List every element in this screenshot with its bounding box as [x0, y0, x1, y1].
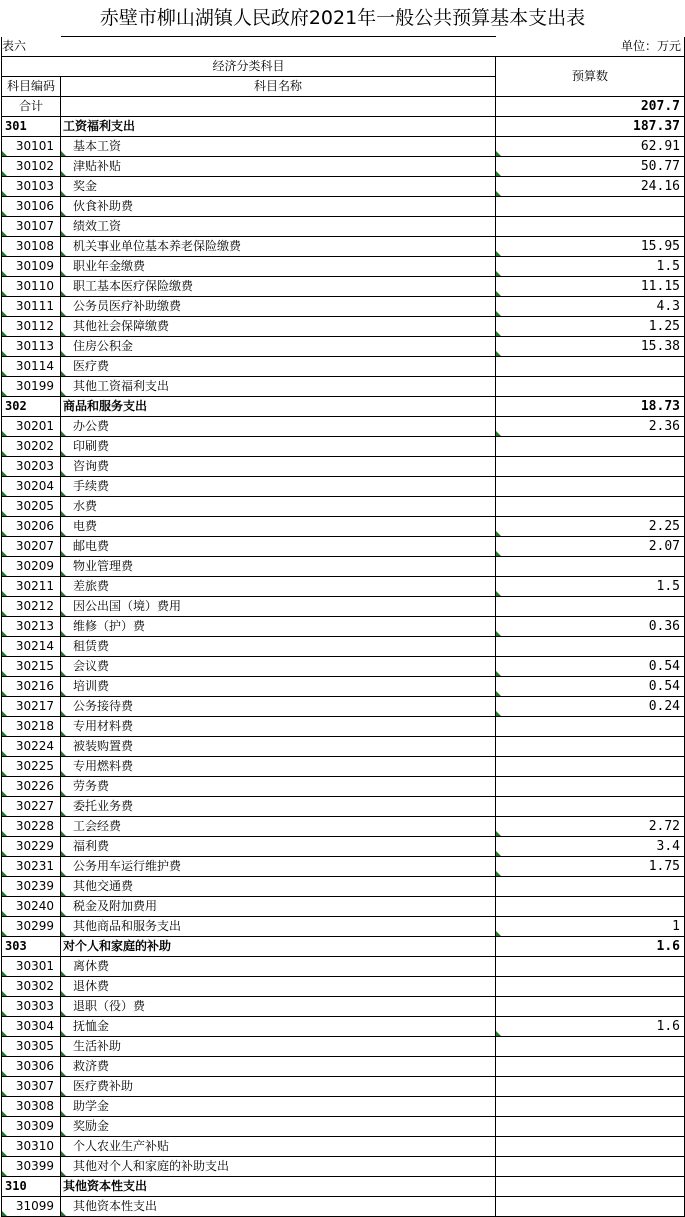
table-row	[2, 697, 685, 717]
table-row	[2, 677, 685, 697]
row-value	[496, 997, 685, 1017]
page-title: 赤壁市柳山湖镇人民政府2021年一般公共预算基本支出表	[99, 7, 586, 29]
row-name: 其他交通费	[61, 877, 496, 897]
row-name: 医疗费	[61, 357, 496, 377]
row-value: 15.95	[496, 237, 685, 257]
row-value	[496, 1097, 685, 1117]
row-code: 30215	[2, 657, 61, 677]
row-value: 0.36	[496, 617, 685, 637]
row-code: 30107	[2, 217, 61, 237]
row-name: 公务员医疗补助缴费	[61, 297, 496, 317]
row-value	[496, 597, 685, 617]
row-code: 310	[2, 1177, 61, 1197]
row-value: 2.25	[496, 517, 685, 537]
table-row	[2, 1057, 685, 1077]
table-row	[2, 217, 685, 237]
row-value	[496, 757, 685, 777]
row-name: 工资福利支出	[61, 117, 496, 137]
table-row	[2, 817, 685, 837]
table-row	[2, 357, 685, 377]
table-row	[2, 1117, 685, 1137]
table-row	[2, 337, 685, 357]
row-code: 302	[2, 397, 61, 417]
row-value	[496, 357, 685, 377]
row-name: 公务接待费	[61, 697, 496, 717]
row-value: 15.38	[496, 337, 685, 357]
row-value	[496, 797, 685, 817]
row-value	[496, 717, 685, 737]
table-row	[2, 237, 685, 257]
row-code: 31099	[2, 1197, 61, 1217]
row-name: 其他商品和服务支出	[61, 917, 496, 937]
row-value	[496, 637, 685, 657]
row-value	[496, 1117, 685, 1137]
row-value	[496, 1057, 685, 1077]
table-row	[2, 317, 685, 337]
row-value: 1.5	[496, 257, 685, 277]
row-code: 30108	[2, 237, 61, 257]
row-code: 30309	[2, 1117, 61, 1137]
table-row	[2, 517, 685, 537]
row-code: 30240	[2, 897, 61, 917]
row-name: 医疗费补助	[61, 1077, 496, 1097]
header-name: 科目名称	[61, 77, 496, 97]
budget-table	[1, 36, 685, 1217]
table-row	[2, 1157, 685, 1177]
table-row	[2, 1037, 685, 1057]
table-row	[2, 437, 685, 457]
table-row	[2, 177, 685, 197]
row-name: 助学金	[61, 1097, 496, 1117]
table-row	[2, 577, 685, 597]
row-name: 职业年金缴费	[61, 257, 496, 277]
row-name: 因公出国（境）费用	[61, 597, 496, 617]
row-name: 绩效工资	[61, 217, 496, 237]
row-name: 水费	[61, 497, 496, 517]
table-row	[2, 1137, 685, 1157]
row-code: 30399	[2, 1157, 61, 1177]
row-code: 30226	[2, 777, 61, 797]
row-code: 30111	[2, 297, 61, 317]
row-code: 30310	[2, 1137, 61, 1157]
row-value: 1.6	[496, 1017, 685, 1037]
table-row	[2, 537, 685, 557]
row-code: 30112	[2, 317, 61, 337]
row-value: 4.3	[496, 297, 685, 317]
row-code: 30205	[2, 497, 61, 517]
row-name: 被装购置费	[61, 737, 496, 757]
row-code: 30213	[2, 617, 61, 637]
row-name: 奖励金	[61, 1117, 496, 1137]
row-value: 2.36	[496, 417, 685, 437]
table-row	[2, 617, 685, 637]
row-value	[496, 1077, 685, 1097]
row-code: 30308	[2, 1097, 61, 1117]
row-name: 津贴补贴	[61, 157, 496, 177]
row-value	[496, 197, 685, 217]
table-row	[2, 197, 685, 217]
row-code: 30301	[2, 957, 61, 977]
row-name: 物业管理费	[61, 557, 496, 577]
row-name: 印刷费	[61, 437, 496, 457]
header-group: 经济分类科目	[2, 57, 496, 77]
row-value	[496, 377, 685, 397]
row-name: 退职（役）费	[61, 997, 496, 1017]
row-code: 30224	[2, 737, 61, 757]
row-name: 其他资本性支出	[61, 1197, 496, 1217]
row-code: 30217	[2, 697, 61, 717]
row-name: 机关事业单位基本养老保险缴费	[61, 237, 496, 257]
row-code: 30299	[2, 917, 61, 937]
row-value: 1.75	[496, 857, 685, 877]
table-row	[2, 837, 685, 857]
row-code: 30302	[2, 977, 61, 997]
row-code: 30227	[2, 797, 61, 817]
table-row	[2, 857, 685, 877]
row-name: 奖金	[61, 177, 496, 197]
row-code: 30114	[2, 357, 61, 377]
table-row	[2, 977, 685, 997]
row-name: 电费	[61, 517, 496, 537]
header-amount: 预算数	[496, 57, 685, 97]
row-name: 伙食补助费	[61, 197, 496, 217]
row-name: 会议费	[61, 657, 496, 677]
table-row	[2, 997, 685, 1017]
table-row	[2, 657, 685, 677]
header-code: 科目编码	[2, 77, 61, 97]
unit-label: 单位：万元	[496, 37, 685, 57]
row-code: 30216	[2, 677, 61, 697]
row-value: 62.91	[496, 137, 685, 157]
row-value	[496, 457, 685, 477]
row-value: 0.24	[496, 697, 685, 717]
table-row	[2, 917, 685, 937]
row-name: 生活补助	[61, 1037, 496, 1057]
row-name: 劳务费	[61, 777, 496, 797]
row-value	[496, 217, 685, 237]
row-value: 1.6	[496, 937, 685, 957]
row-name: 专用材料费	[61, 717, 496, 737]
table-row	[2, 1017, 685, 1037]
table-row	[2, 717, 685, 737]
row-value: 0.54	[496, 677, 685, 697]
table-row	[2, 297, 685, 317]
row-name: 办公费	[61, 417, 496, 437]
row-name: 其他社会保障缴费	[61, 317, 496, 337]
table-row	[2, 757, 685, 777]
row-code: 30307	[2, 1077, 61, 1097]
row-value	[496, 1177, 685, 1197]
row-code: 30113	[2, 337, 61, 357]
row-name: 差旅费	[61, 577, 496, 597]
row-code: 30207	[2, 537, 61, 557]
table-row	[2, 797, 685, 817]
table-row	[2, 417, 685, 437]
category-row	[2, 937, 685, 957]
row-code: 30218	[2, 717, 61, 737]
table-row	[2, 957, 685, 977]
row-name: 对个人和家庭的补助	[61, 937, 496, 957]
row-code: 30239	[2, 877, 61, 897]
row-value	[496, 1157, 685, 1177]
category-row	[2, 117, 685, 137]
row-value: 18.73	[496, 397, 685, 417]
row-name: 租赁费	[61, 637, 496, 657]
row-value	[496, 977, 685, 997]
row-code: 30209	[2, 557, 61, 577]
table-row	[2, 497, 685, 517]
table-row	[2, 557, 685, 577]
total-label: 合计	[2, 97, 61, 117]
row-value: 187.37	[496, 117, 685, 137]
row-value: 50.77	[496, 157, 685, 177]
row-value	[496, 1197, 685, 1217]
table-row	[2, 737, 685, 757]
row-name: 救济费	[61, 1057, 496, 1077]
row-value: 24.16	[496, 177, 685, 197]
row-name: 基本工资	[61, 137, 496, 157]
table-row	[2, 257, 685, 277]
row-value: 11.15	[496, 277, 685, 297]
row-name: 福利费	[61, 837, 496, 857]
row-code: 30110	[2, 277, 61, 297]
category-row	[2, 1177, 685, 1197]
row-name: 公务用车运行维护费	[61, 857, 496, 877]
row-code: 30102	[2, 157, 61, 177]
row-name: 个人农业生产补贴	[61, 1137, 496, 1157]
row-value	[496, 437, 685, 457]
row-name: 工会经费	[61, 817, 496, 837]
row-value	[496, 557, 685, 577]
row-name: 退休费	[61, 977, 496, 997]
row-name: 商品和服务支出	[61, 397, 496, 417]
row-code: 30231	[2, 857, 61, 877]
row-code: 30228	[2, 817, 61, 837]
row-name: 培训费	[61, 677, 496, 697]
table-row	[2, 637, 685, 657]
table-row	[2, 277, 685, 297]
row-code: 30101	[2, 137, 61, 157]
row-name: 邮电费	[61, 537, 496, 557]
row-name: 住房公积金	[61, 337, 496, 357]
row-value	[496, 1037, 685, 1057]
row-value: 2.07	[496, 537, 685, 557]
row-name: 其他工资福利支出	[61, 377, 496, 397]
row-value: 1	[496, 917, 685, 937]
table-row	[2, 477, 685, 497]
row-code: 30203	[2, 457, 61, 477]
row-name: 维修（护）费	[61, 617, 496, 637]
table-row	[2, 597, 685, 617]
table-row	[2, 137, 685, 157]
table-row	[2, 877, 685, 897]
table-row	[2, 157, 685, 177]
row-value: 0.54	[496, 657, 685, 677]
total-row	[2, 97, 685, 117]
row-code: 30212	[2, 597, 61, 617]
row-name: 委托业务费	[61, 797, 496, 817]
row-code: 30199	[2, 377, 61, 397]
row-value	[496, 1137, 685, 1157]
row-name: 抚恤金	[61, 1017, 496, 1037]
row-value	[496, 737, 685, 757]
row-code: 30229	[2, 837, 61, 857]
row-value	[496, 877, 685, 897]
row-code: 30109	[2, 257, 61, 277]
table-row	[2, 897, 685, 917]
row-name: 专用燃料费	[61, 757, 496, 777]
row-code: 30103	[2, 177, 61, 197]
table-row	[2, 1097, 685, 1117]
row-value	[496, 957, 685, 977]
row-name: 离休费	[61, 957, 496, 977]
row-code: 30214	[2, 637, 61, 657]
row-value	[496, 497, 685, 517]
row-code: 30211	[2, 577, 61, 597]
row-name: 其他资本性支出	[61, 1177, 496, 1197]
row-value	[496, 777, 685, 797]
row-code: 30206	[2, 517, 61, 537]
row-name: 手续费	[61, 477, 496, 497]
row-name: 其他对个人和家庭的补助支出	[61, 1157, 496, 1177]
row-code: 30306	[2, 1057, 61, 1077]
table-row	[2, 457, 685, 477]
table-number: 表六	[2, 37, 61, 57]
row-code: 30303	[2, 997, 61, 1017]
row-value: 2.72	[496, 817, 685, 837]
row-name: 咨询费	[61, 457, 496, 477]
row-code: 30225	[2, 757, 61, 777]
table-row	[2, 1077, 685, 1097]
row-code: 303	[2, 937, 61, 957]
row-code: 30202	[2, 437, 61, 457]
total-value: 207.7	[496, 97, 685, 117]
row-value	[496, 897, 685, 917]
row-code: 30201	[2, 417, 61, 437]
row-value: 1.25	[496, 317, 685, 337]
category-row	[2, 397, 685, 417]
table-row	[2, 377, 685, 397]
row-value: 1.5	[496, 577, 685, 597]
row-value	[496, 477, 685, 497]
row-code: 30305	[2, 1037, 61, 1057]
table-row	[2, 777, 685, 797]
row-code: 30204	[2, 477, 61, 497]
row-code: 301	[2, 117, 61, 137]
row-code: 30106	[2, 197, 61, 217]
row-code: 30304	[2, 1017, 61, 1037]
row-value: 3.4	[496, 837, 685, 857]
row-name: 职工基本医疗保险缴费	[61, 277, 496, 297]
row-name: 税金及附加费用	[61, 897, 496, 917]
table-row	[2, 1197, 685, 1217]
